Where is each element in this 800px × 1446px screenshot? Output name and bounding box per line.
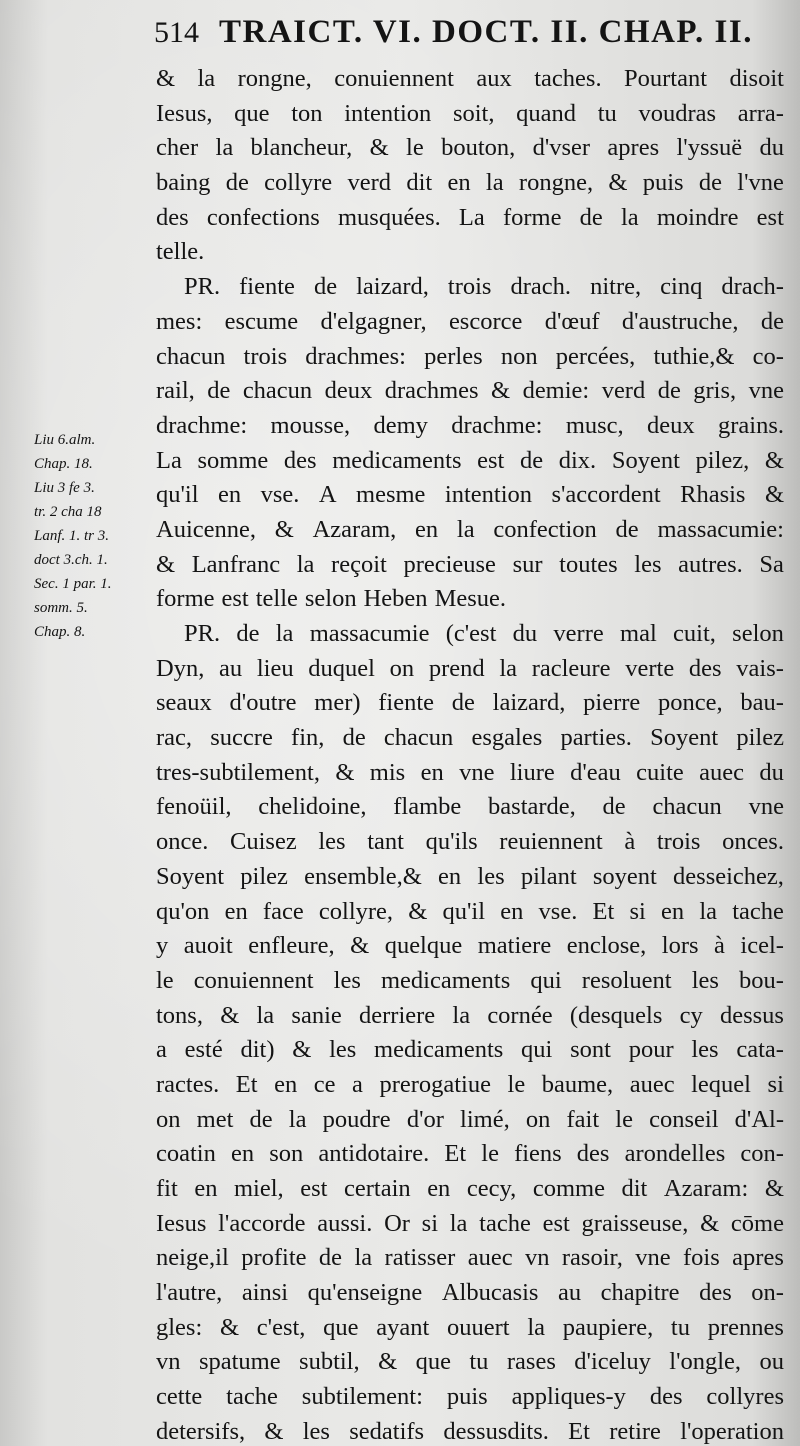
margin-note: Sec. 1 par. 1.	[34, 576, 112, 592]
text-line: a esté dit) & les medicaments qui sont pour les cata-	[156, 1036, 784, 1064]
text-line: rail, de chacun deux drachmes & demie: verd de gris, vne	[156, 377, 784, 405]
text-line: des confections musquées. La forme de la moindre est	[156, 203, 784, 231]
text-line: PR. fiente de laizard, trois drach. nitre, cinq drach-	[184, 273, 784, 301]
text-line: l'autre, ainsi qu'enseigne Albucasis au chapitre des on-	[156, 1279, 784, 1307]
text-line: detersifs, & les sedatifs dessusdits. Et retire l'operation	[156, 1417, 784, 1445]
text-line: telle.	[156, 238, 205, 266]
margin-note: Lanf. 1. tr 3.	[34, 528, 110, 544]
text-line: cette tache subtilement: puis appliques-y des collyres	[156, 1383, 784, 1411]
text-line: PR. de la massacumie (c'est du verre mal cuit, selon	[184, 620, 784, 647]
text-line: tons, & la sanie derriere la cornée (desquels cy dessus	[156, 1001, 784, 1029]
text-line: tres-subtilement, & mis en vne liure d'eau cuite auec du	[156, 758, 784, 786]
text-line: & Lanfranc la reçoit precieuse sur toutes les autres. Sa	[156, 550, 784, 578]
text-line: seaux d'outre mer) fiente de laizard, pierre ponce, bau-	[156, 689, 784, 717]
running-title: TRAICT. VI. DOCT. II. CHAP. II.	[219, 14, 753, 50]
text-line: forme est telle selon Heben Mesue.	[156, 585, 507, 613]
text-line: Soyent pilez ensemble,& en les pilant soyent desseichez,	[156, 862, 784, 890]
margin-note: tr. 2 cha 18	[34, 504, 102, 520]
margin-note: Chap. 18.	[34, 456, 93, 472]
text-line: baing de collyre verd dit en la rongne, & puis de l'vne	[156, 169, 784, 197]
text-line: chacun trois drachmes: perles non percées, tuthie,& co-	[156, 342, 784, 370]
text-line: neige,il profite de la ratisser auec vn rasoir, vne fois apres	[156, 1244, 784, 1272]
text-line: once. Cuisez les tant qu'ils reuiennent à trois onces.	[156, 828, 784, 856]
body-text	[156, 62, 784, 1446]
margin-note: Liu 6.alm.	[34, 432, 96, 448]
text-line: Iesus, que ton intention soit, quand tu voudras arra-	[156, 99, 784, 127]
text-line: Auicenne, & Azaram, en la confection de massacumie:	[156, 515, 784, 543]
text-line: ractes. Et en ce a prerogatiue le baume, auec lequel si	[156, 1070, 784, 1098]
text-line: mes: escume d'elgagner, escorce d'œuf d'austruche, de	[156, 307, 784, 335]
margin-note: Liu 3 fe 3.	[34, 480, 95, 496]
text-line: on met de la poudre d'or limé, on fait le conseil d'Al-	[156, 1105, 784, 1133]
text-line: drachme: mousse, demy drachme: musc, deux grains.	[156, 411, 784, 439]
text-line: qu'on en face collyre, & qu'il en vse. Et si en la tache	[156, 897, 784, 925]
text-line: Dyn, au lieu duquel on prend la racleure verte des vais-	[156, 654, 784, 682]
text-line: fit en miel, est certain en cecy, comme dit Azaram: &	[156, 1175, 784, 1202]
text-line: cher la blancheur, & le bouton, d'vser apres l'yssuë du	[156, 134, 784, 162]
text-line: fenoüil, chelidoine, flambe bastarde, de chacun vne	[156, 793, 784, 821]
text-line: rac, succre fin, de chacun esgales parties. Soyent pilez	[156, 724, 784, 752]
text-line: vn spatume subtil, & que tu rases d'iceluy l'ongle, ou	[156, 1348, 784, 1376]
text-line: y auoit enfleure, & quelque matiere enclose, lors à icel-	[156, 932, 784, 960]
text-line: coatin en son antidotaire. Et le fiens des arondelles con-	[156, 1140, 784, 1168]
margin-notes	[34, 428, 152, 644]
text-line: & la rongne, conuiennent aux taches. Pourtant disoit	[156, 65, 784, 92]
text-line: le conuiennent les medicaments qui resoluent les bou-	[156, 966, 784, 994]
text-line: gles: & c'est, que ayant ouuert la paupiere, tu prennes	[156, 1313, 784, 1341]
text-line: qu'il en vse. A mesme intention s'accordent Rhasis &	[156, 481, 784, 509]
margin-note: doct 3.ch. 1.	[34, 552, 108, 568]
page-number: 514	[154, 16, 199, 49]
page-header	[154, 14, 774, 58]
text-line: La somme des medicaments est de dix. Soyent pilez, &	[156, 446, 784, 474]
margin-note: somm. 5.	[34, 600, 88, 616]
text-line: Iesus l'accorde aussi. Or si la tache est graisseuse, & cōme	[156, 1209, 784, 1237]
margin-note: Chap. 8.	[34, 624, 86, 640]
